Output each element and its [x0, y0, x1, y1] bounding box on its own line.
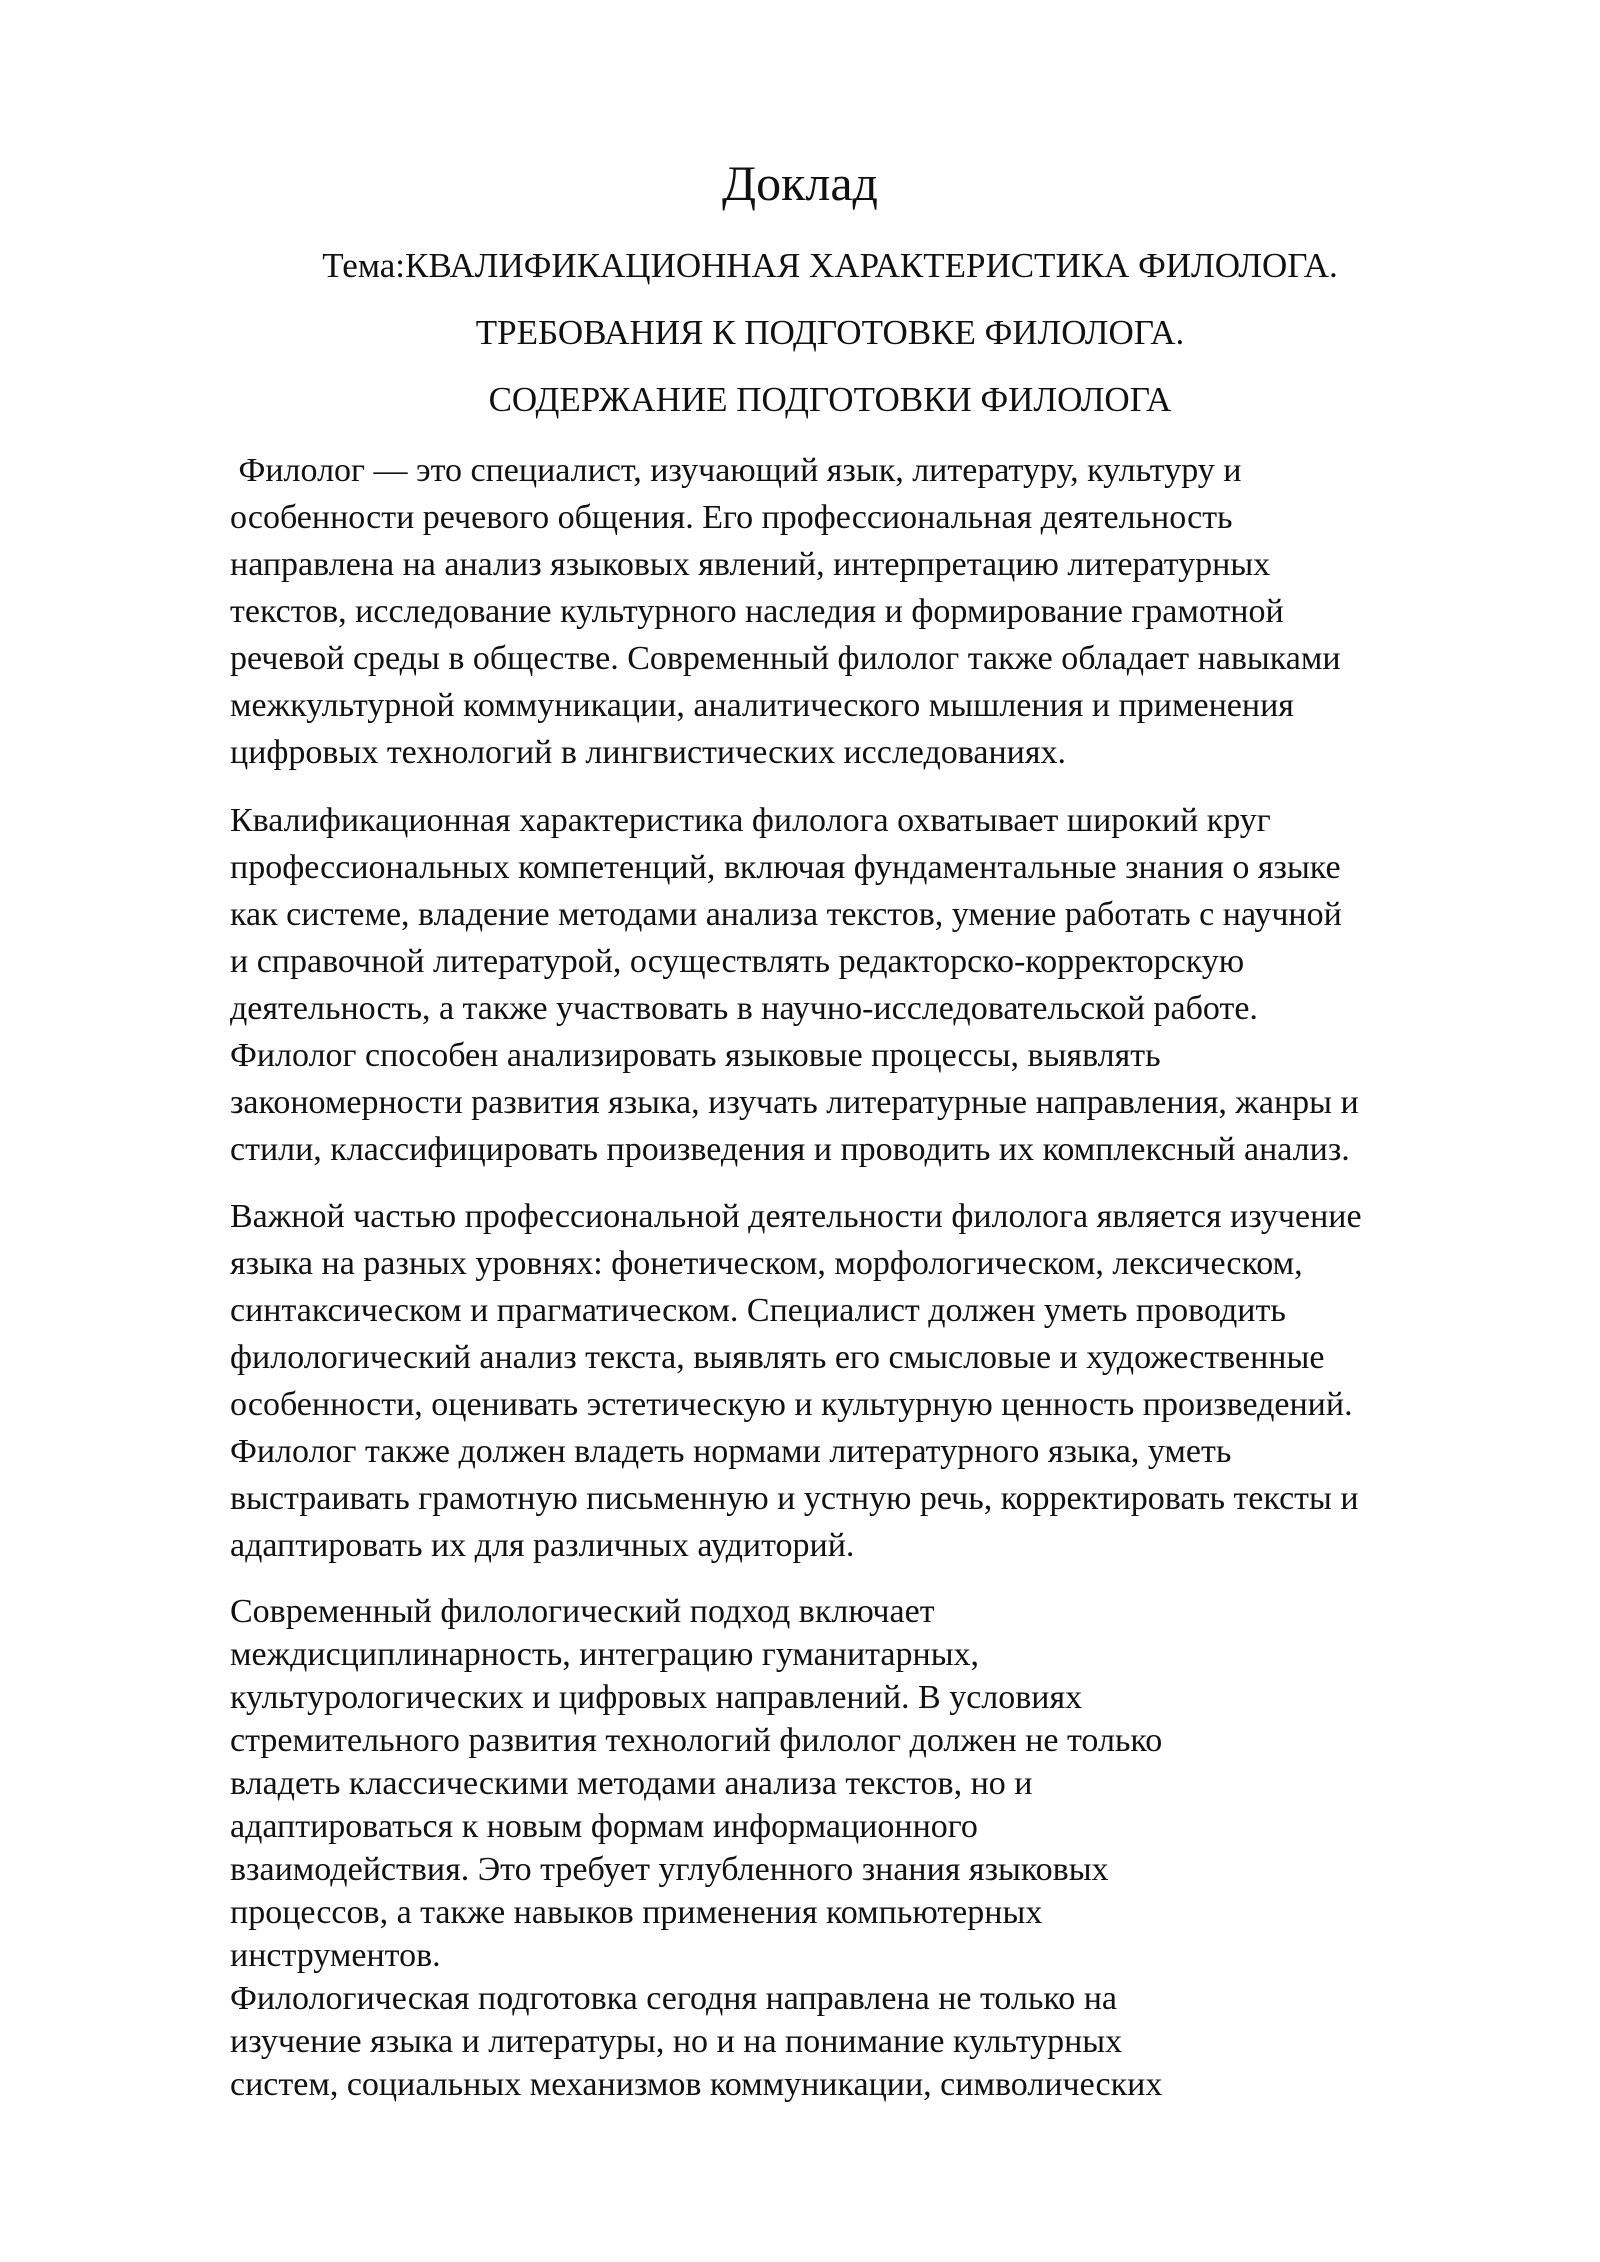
paragraph-line: изучение языка и литературы, но и на понимание культурных: [230, 2023, 1123, 2060]
paragraph-line: цифровых технологий в лингвистических исследованиях.: [230, 734, 1066, 771]
paragraph-line: особенности речевого общения. Его профессиональная деятельность: [230, 499, 1233, 536]
paragraph-line: взаимодействия. Это требует углубленного знания языковых: [230, 1851, 1109, 1888]
paragraph-line: направлена на анализ языковых явлений, интерпретацию литературных: [230, 546, 1271, 583]
paragraph-line: Филологическая подготовка сегодня направлена не только на: [230, 1980, 1117, 2017]
paragraph-line: Филолог способен анализировать языковые процессы, выявлять: [230, 1037, 1161, 1074]
paragraph-line: текстов, исследование культурного наследия и формирование грамотной: [230, 593, 1284, 630]
paragraph-line: языка на разных уровнях: фонетическом, морфологическом, лексическом,: [230, 1245, 1303, 1282]
paragraph-line: и справочной литературой, осуществлять редакторско-корректорскую: [230, 943, 1245, 980]
paragraph-line: выстраивать грамотную письменную и устную речь, корректировать тексты и: [230, 1480, 1359, 1517]
paragraph-line: Важной частью профессиональной деятельности филолога является изучение: [230, 1198, 1362, 1235]
topic-line-3: СОДЕРЖАНИЕ ПОДГОТОВКИ ФИЛОЛОГА: [488, 380, 1172, 419]
paragraph-line: особенности, оценивать эстетическую и культурную ценность произведений.: [230, 1386, 1353, 1423]
paragraph-line: инструментов.: [230, 1937, 441, 1974]
paragraph-line: систем, социальных механизмов коммуникации, символических: [230, 2066, 1163, 2103]
paragraph-1: [230, 447, 1520, 776]
paragraph-line: как системе, владение методами анализа текстов, умение работать с научной: [230, 896, 1342, 933]
paragraph-line: филологический анализ текста, выявлять его смысловые и художественные: [230, 1339, 1325, 1376]
paragraph-line: междисциплинарность, интеграцию гуманитарных,: [230, 1636, 980, 1673]
paragraph-2: [230, 797, 1520, 1173]
paragraph-line: закономерности развития языка, изучать литературные направления, жанры и: [230, 1084, 1359, 1121]
paragraph-line: Филолог — это специалист, изучающий язык, литературу, культуру и: [230, 452, 1242, 489]
paragraph-line: профессиональных компетенций, включая фундаментальные знания о языке: [230, 849, 1341, 886]
paragraph-line: речевой среды в обществе. Современный филолог также обладает навыками: [230, 640, 1341, 677]
paragraph-line: адаптироваться к новым формам информационного: [230, 1808, 978, 1845]
paragraph-4: [230, 1590, 1390, 2106]
page-title: Доклад: [722, 155, 878, 211]
paragraph-line: синтаксическом и прагматическом. Специалист должен уметь проводить: [230, 1292, 1286, 1329]
paragraph-line: стили, классифицировать произведения и проводить их комплексный анализ.: [230, 1131, 1350, 1168]
paragraph-line: адаптировать их для различных аудиторий.: [230, 1527, 855, 1564]
paragraph-line: процессов, а также навыков применения компьютерных: [230, 1894, 1043, 1931]
paragraph-line: Квалификационная характеристика филолога охватывает широкий круг: [230, 802, 1271, 839]
paragraph-line: владеть классическими методами анализа текстов, но и: [230, 1765, 1033, 1802]
paragraph-line: Современный филологический подход включает: [230, 1593, 935, 1630]
paragraph-line: Филолог также должен владеть нормами литературного языка, уметь: [230, 1433, 1232, 1470]
paragraph-line: стремительного развития технологий филолог должен не только: [230, 1722, 1163, 1759]
topic-line-2: ТРЕБОВАНИЯ К ПОДГОТОВКЕ ФИЛОЛОГА.: [475, 313, 1185, 352]
topic-line-1: Тема:КВАЛИФИКАЦИОННАЯ ХАРАКТЕРИСТИКА ФИЛОЛОГА.: [322, 246, 1338, 285]
paragraph-line: межкультурной коммуникации, аналитического мышления и применения: [230, 687, 1294, 724]
paragraph-line: деятельность, а также участвовать в научно-исследовательской работе.: [230, 990, 1258, 1027]
paragraph-line: культурологических и цифровых направлений. В условиях: [230, 1679, 1083, 1716]
paragraph-3: [230, 1193, 1520, 1569]
